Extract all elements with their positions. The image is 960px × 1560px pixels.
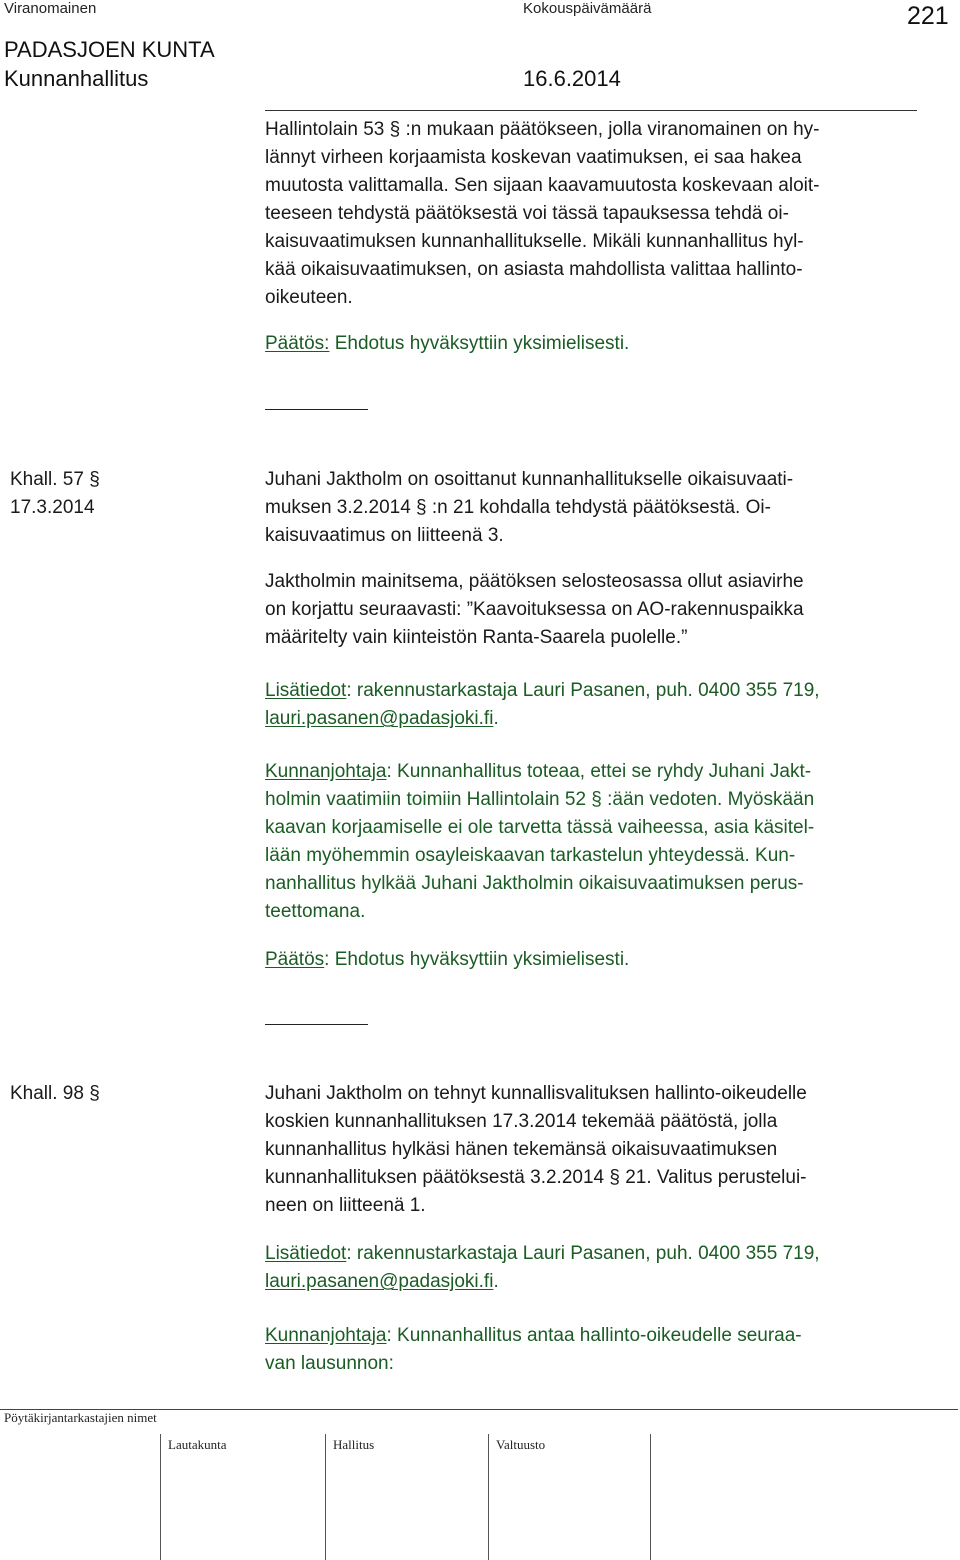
text-line: teeseen tehdystä päätöksestä voi tässä tapauksessa tehdä oi- xyxy=(265,203,789,224)
text-line: kaavan korjaamiselle ei ole tarvetta tässä vaiheessa, asia käsitel- xyxy=(265,817,815,838)
email-link[interactable]: lauri.pasanen@padasjoki.fi xyxy=(265,1271,494,1292)
date-label: Kokouspäivämäärä xyxy=(523,0,652,17)
text-line: kaisuvaatimuksen kunnanhallitukselle. Mikäli kunnanhallitus hyl- xyxy=(265,231,804,252)
organ-name: Kunnanhallitus xyxy=(4,66,149,91)
section1-decision xyxy=(265,946,955,974)
section-date-label: 17.3.2014 xyxy=(10,497,95,518)
text-line: : Kunnanhallitus antaa hallinto-oikeudelle seuraa- xyxy=(386,1325,802,1346)
text-line: Jaktholmin mainitsema, päätöksen selosteosassa ollut asiavirhe xyxy=(265,571,804,592)
signature-column-valtuusto: Valtuusto xyxy=(496,1437,546,1452)
text-line: kaisuvaatimus on liitteenä 3. xyxy=(265,525,504,546)
section2-info: Lisätiedot: rakennustarkastaja Lauri Pasanen, puh. 0400 355 719, lauri.pasanen@padasjoki.fi. xyxy=(265,1243,820,1292)
section-separator xyxy=(265,409,368,410)
section1-info: Lisätiedot: rakennustarkastaja Lauri Pasanen, puh. 0400 355 719, lauri.pasanen@padasjoki.fi. xyxy=(265,680,820,729)
header-rule xyxy=(265,110,917,111)
footer-divider xyxy=(488,1434,489,1560)
meeting-date: 16.6.2014 xyxy=(523,66,621,91)
text-line: neen on liitteenä 1. xyxy=(265,1195,426,1216)
info-text: : rakennustarkastaja Lauri Pasanen, puh. 0400 355 719, xyxy=(346,680,820,701)
text-line: oikeuteen. xyxy=(265,287,353,308)
text-line: kunnanhallituksen päätöksestä 3.2.2014 § 21. Valitus perustelui- xyxy=(265,1167,807,1188)
signature-column-hallitus: Hallitus xyxy=(333,1437,375,1452)
intro-decision xyxy=(265,330,955,358)
section-separator xyxy=(265,1024,368,1025)
decision-text: Ehdotus hyväksyttiin yksimielisesti. xyxy=(329,333,630,354)
info-label: Lisätiedot xyxy=(265,1243,347,1264)
text-line: Juhani Jaktholm on tehnyt kunnallisvalituksen hallinto-oikeudelle xyxy=(265,1083,807,1104)
email-link[interactable]: lauri.pasanen@padasjoki.fi xyxy=(265,708,494,729)
text-line: lännyt virheen korjaamista koskevan vaatimuksen, ei saa hakea xyxy=(265,147,802,168)
page-number: 221 xyxy=(907,2,949,30)
text-line: teettomana. xyxy=(265,901,366,922)
text-line: on korjattu seuraavasti: ”Kaavoituksessa on AO-rakennuspaikka xyxy=(265,599,804,620)
text-line: kunnanhallitus hylkäsi hänen tekemänsä oikaisuvaatimuksen xyxy=(265,1139,778,1160)
footer-divider xyxy=(650,1434,651,1560)
signature-column-lautakunta: Lautakunta xyxy=(168,1437,227,1452)
section1-paragraph-1 xyxy=(265,466,955,550)
section1-manager-proposal xyxy=(265,758,955,926)
section1-paragraph-2 xyxy=(265,568,955,652)
text-line: koskien kunnanhallituksen 17.3.2014 tekemää päätöstä, jolla xyxy=(265,1111,778,1132)
text-line: nanhallitus hylkää Juhani Jaktholmin oikaisuvaatimuksen perus- xyxy=(265,873,804,894)
text-line: holmin vaatimiin toimiin Hallintolain 52 § :ään vedoten. Myöskään xyxy=(265,789,815,810)
decision-text: : Ehdotus hyväksyttiin yksimielisesti. xyxy=(324,949,630,970)
text-line: Juhani Jaktholm on osoittanut kunnanhallitukselle oikaisuvaati- xyxy=(265,469,794,490)
signers-label: Pöytäkirjantarkastajien nimet xyxy=(4,1410,157,1425)
info-text: : rakennustarkastaja Lauri Pasanen, puh. 0400 355 719, xyxy=(346,1243,820,1264)
text-line: : Kunnanhallitus toteaa, ettei se ryhdy Juhani Jakt- xyxy=(386,761,812,782)
intro-paragraph xyxy=(265,116,955,312)
text-line: Hallintolain 53 § :n mukaan päätökseen, jolla viranomainen on hy- xyxy=(265,119,820,140)
manager-label: Kunnanjohtaja xyxy=(265,761,387,782)
section2-paragraph-1 xyxy=(265,1080,955,1220)
footer-divider xyxy=(160,1434,161,1560)
text-line: muutosta valittamalla. Sen sijaan kaavamuutosta koskevaan aloit- xyxy=(265,175,820,196)
info-label: Lisätiedot xyxy=(265,680,347,701)
text-line: määritelty vain kiinteistön Ranta-Saarela puolelle.” xyxy=(265,627,688,648)
section2-manager-proposal xyxy=(265,1322,955,1378)
text-line: lään myöhemmin osayleiskaavan tarkastelun yhteydessä. Kun- xyxy=(265,845,796,866)
text-line: muksen 3.2.2014 § :n 21 kohdalla tehdystä päätöksestä. Oi- xyxy=(265,497,771,518)
municipality-name: PADASJOEN KUNTA xyxy=(4,37,215,62)
text-line: van lausunnon: xyxy=(265,1353,394,1374)
section-label-khall-57: Khall. 57 § xyxy=(10,469,100,490)
organ-label: Viranomainen xyxy=(4,0,97,17)
decision-label: Päätös: xyxy=(265,333,330,354)
text-line: kää oikaisuvaatimuksen, on asiasta mahdollista valittaa hallinto- xyxy=(265,259,803,280)
decision-label: Päätös xyxy=(265,949,325,970)
manager-label: Kunnanjohtaja xyxy=(265,1325,387,1346)
footer-divider xyxy=(325,1434,326,1560)
section-label-khall-98: Khall. 98 § xyxy=(10,1083,100,1104)
